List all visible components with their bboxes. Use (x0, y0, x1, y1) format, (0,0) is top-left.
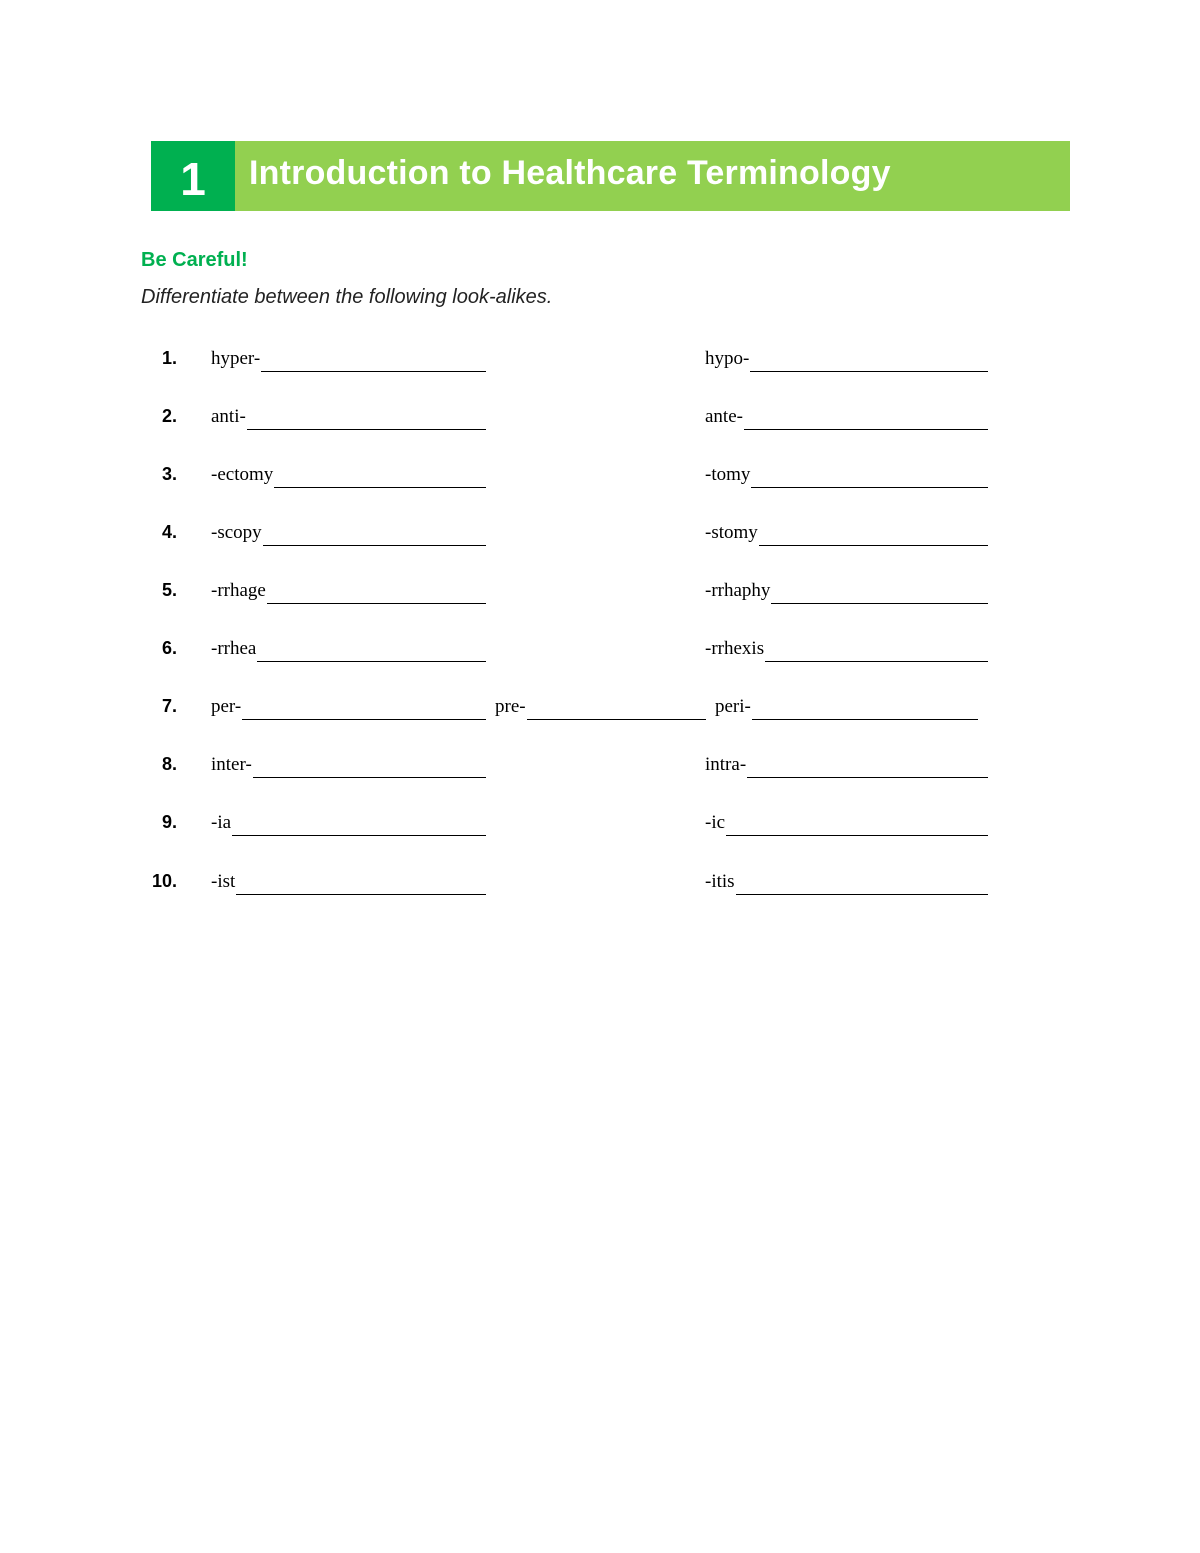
item-number: 1. (161, 348, 177, 368)
exercise-item-9 (0, 806, 1200, 840)
term-blank[interactable] (211, 752, 486, 778)
term-blank[interactable] (705, 462, 988, 488)
answer-line[interactable] (253, 755, 486, 778)
answer-line[interactable] (232, 813, 486, 836)
term-blank[interactable] (705, 752, 988, 778)
answer-line[interactable] (736, 872, 988, 895)
term-blank[interactable] (211, 520, 486, 546)
term-blank[interactable] (705, 810, 988, 836)
term-label: -rrhaphy (705, 580, 771, 601)
term-blank[interactable] (715, 694, 978, 720)
answer-line[interactable] (236, 872, 486, 895)
term-label: peri- (715, 696, 751, 717)
item-number: 5. (161, 580, 177, 600)
exercise-item-3 (0, 458, 1200, 492)
answer-line[interactable] (247, 407, 486, 430)
item-number: 8. (161, 754, 177, 774)
term-label: -itis (705, 871, 735, 892)
answer-line[interactable] (752, 697, 978, 720)
answer-line[interactable] (744, 407, 988, 430)
item-number: 3. (161, 464, 177, 484)
term-blank[interactable] (495, 694, 706, 720)
term-blank[interactable] (211, 636, 486, 662)
term-label: pre- (495, 696, 526, 717)
item-number: 9. (161, 812, 177, 832)
term-label: inter- (211, 754, 252, 775)
term-label: -stomy (705, 522, 758, 543)
term-label: per- (211, 696, 242, 717)
exercise-item-7 (0, 690, 1200, 724)
instructions-text: Differentiate between the following look-alikes. (141, 286, 553, 308)
section-heading: Be Careful! (141, 249, 248, 271)
answer-line[interactable] (242, 697, 486, 720)
term-blank[interactable] (705, 346, 988, 372)
term-blank[interactable] (211, 869, 486, 895)
answer-line[interactable] (263, 523, 486, 546)
answer-line[interactable] (726, 813, 988, 836)
exercise-item-6 (0, 632, 1200, 666)
answer-line[interactable] (750, 349, 988, 372)
term-blank[interactable] (211, 694, 486, 720)
term-label: -ic (705, 812, 726, 833)
term-label: anti- (211, 406, 246, 427)
item-number: 10. (151, 871, 177, 891)
term-label: -rrhea (211, 638, 257, 659)
term-blank[interactable] (705, 578, 988, 604)
exercise-item-2 (0, 400, 1200, 434)
term-label: -ectomy (211, 464, 274, 485)
item-number: 4. (161, 522, 177, 542)
exercise-item-10 (0, 865, 1200, 899)
exercise-item-5 (0, 574, 1200, 608)
answer-line[interactable] (759, 523, 988, 546)
term-blank[interactable] (211, 578, 486, 604)
term-blank[interactable] (705, 636, 988, 662)
term-label: -scopy (211, 522, 262, 543)
answer-line[interactable] (765, 639, 988, 662)
answer-line[interactable] (261, 349, 486, 372)
term-label: -ia (211, 812, 232, 833)
item-number: 6. (161, 638, 177, 658)
term-blank[interactable] (705, 869, 988, 895)
term-blank[interactable] (211, 810, 486, 836)
answer-line[interactable] (751, 465, 988, 488)
answer-line[interactable] (257, 639, 486, 662)
term-blank[interactable] (211, 346, 486, 372)
answer-line[interactable] (527, 697, 706, 720)
term-label: hyper- (211, 348, 261, 369)
answer-line[interactable] (267, 581, 486, 604)
term-label: ante- (705, 406, 743, 427)
chapter-number: 1 (180, 153, 206, 205)
term-label: -rrhexis (705, 638, 765, 659)
term-label: hypo- (705, 348, 750, 369)
exercise-item-4 (0, 516, 1200, 550)
item-number: 2. (161, 406, 177, 426)
term-label: -rrhage (211, 580, 266, 601)
exercise-item-1 (0, 342, 1200, 376)
term-blank[interactable] (211, 462, 486, 488)
item-number: 7. (161, 696, 177, 716)
term-blank[interactable] (705, 520, 988, 546)
term-blank[interactable] (705, 404, 988, 430)
chapter-title: Introduction to Healthcare Terminology (249, 153, 891, 192)
answer-line[interactable] (771, 581, 988, 604)
term-label: -tomy (705, 464, 751, 485)
exercise-item-8 (0, 748, 1200, 782)
term-label: -ist (211, 871, 236, 892)
answer-line[interactable] (747, 755, 988, 778)
answer-line[interactable] (274, 465, 486, 488)
term-blank[interactable] (211, 404, 486, 430)
term-label: intra- (705, 754, 747, 775)
